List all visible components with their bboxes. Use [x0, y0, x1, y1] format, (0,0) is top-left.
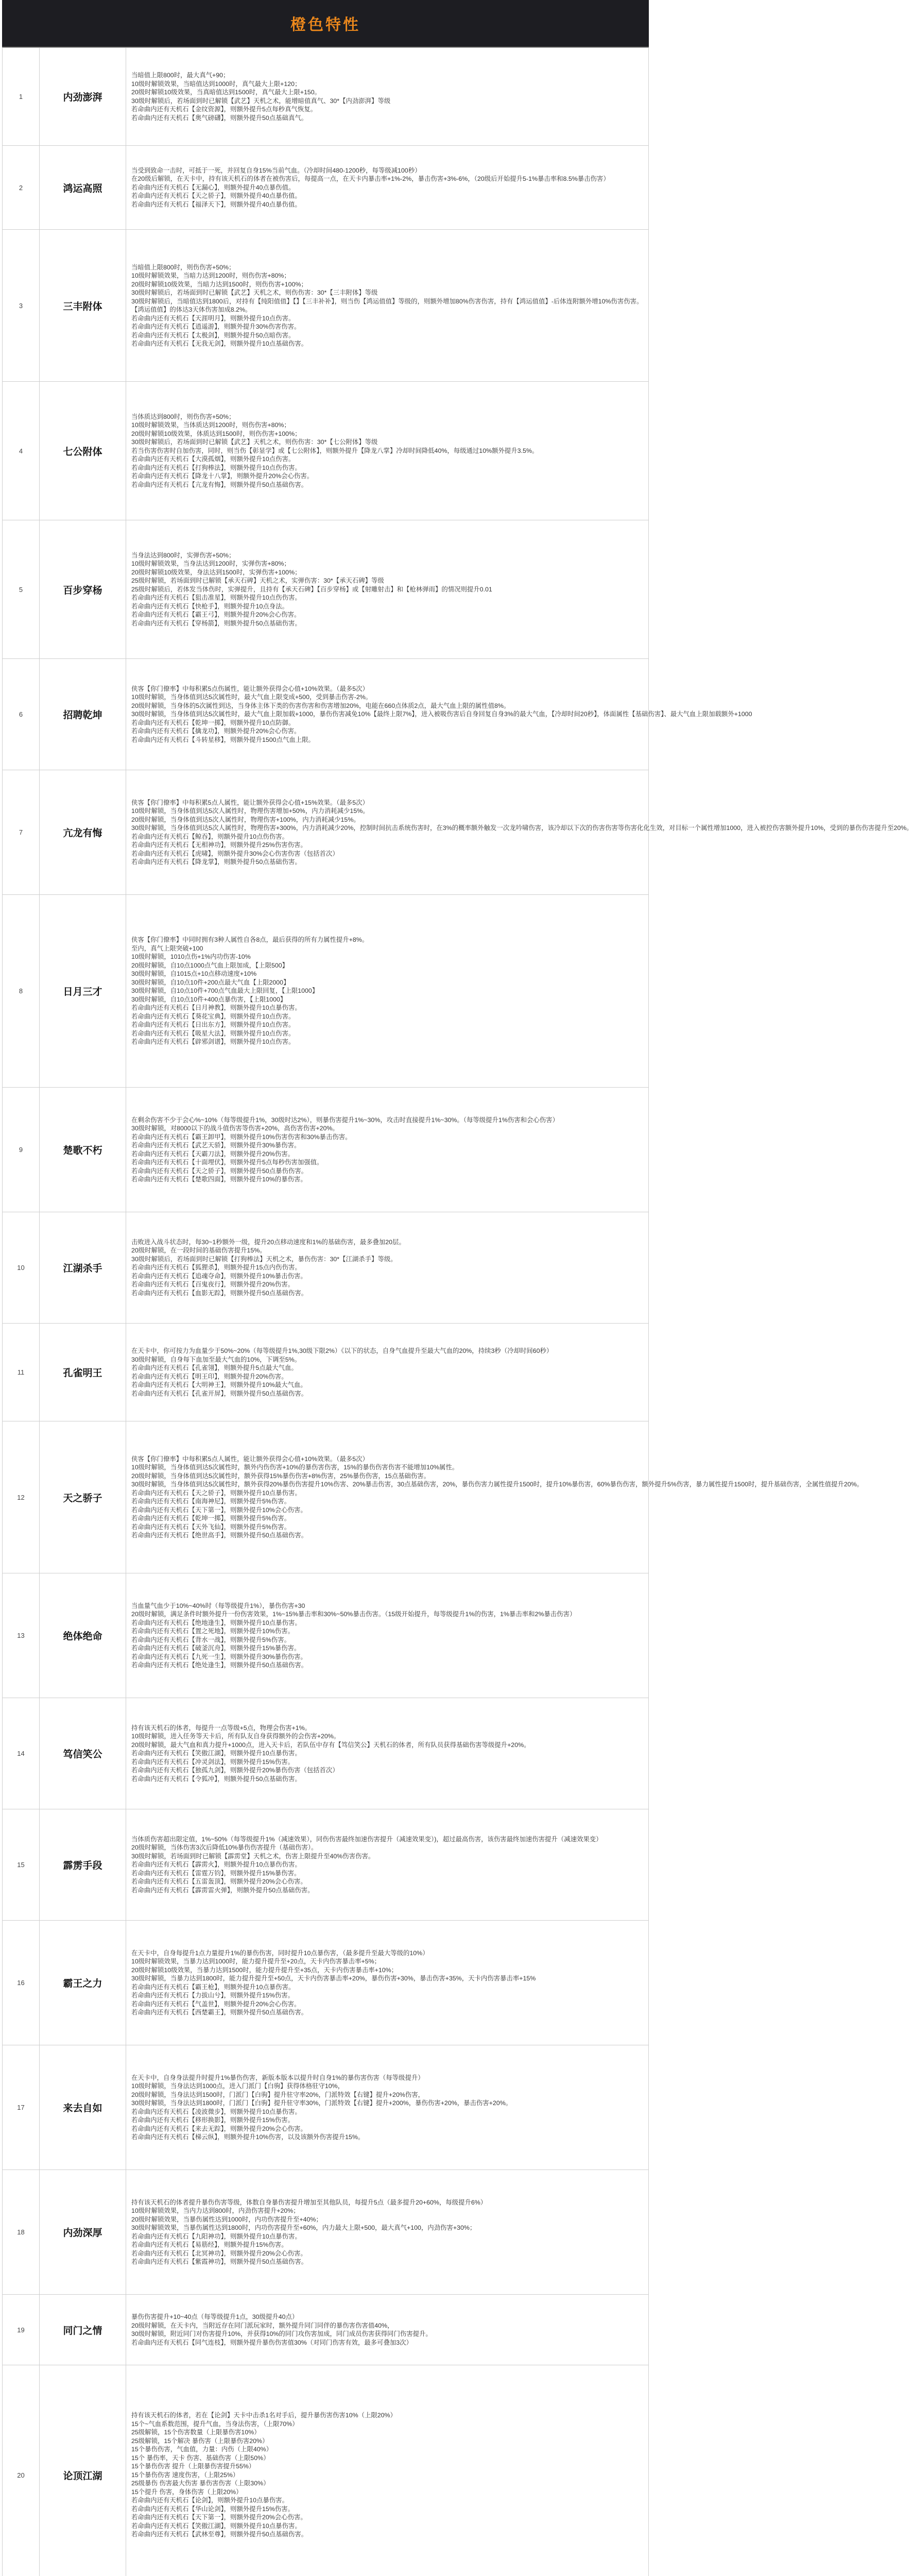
- trait-description-line: 若命曲内还有天机石【无我无剑】，则额外提升10点基础伤害。: [131, 340, 308, 347]
- trait-description-line: 若命曲内还有天机石【霸王弓】，则额外提升20%会心伤害。: [131, 611, 301, 619]
- trait-description-line: 20级时解锁，满足条件时额外提升一份伤害效果，1%~15%暴击率和30%~50%暴击伤害。（15级开始提升，每等级提升1%的伤害，1%暴击率和2%暴击伤害）: [131, 1611, 576, 1618]
- trait-description-line: 10级时解锁，进入任务等天卡后，所有队友自身获得额外的会伤害+20%。: [131, 1733, 340, 1740]
- trait-description: [126, 770, 913, 895]
- trait-description-line: 若命曲内还有天机石【太极剑】，则额外提升50点暗伤害。: [131, 331, 295, 339]
- trait-description-line: 若命曲内还有天机石【霸王卸甲】，则额外提升10%伤害伤害和30%暴击伤害。: [131, 1133, 352, 1141]
- trait-description-line: 当体质伤害超出限定值，1%~50%（每等级提升1%（减速效果），同伤伤害最终加速伤害提升（减速效果变）)，超过最高伤害，该伤害最终加速伤害提升（减速效果变）: [131, 1835, 602, 1843]
- trait-description-line: 15个暴伤伤害 速度伤害，（上限25%）: [131, 2471, 239, 2479]
- trait-description-line: 至内，真气上限突破+100: [131, 944, 203, 952]
- trait-description-line: 若命曲内还有天机石【吸星大法】，则额外提升10点伤害。: [131, 1029, 295, 1037]
- trait-description-line: 30级时解锁，自1015点+10点移动速度+10%: [131, 970, 257, 978]
- trait-description-line: 若命曲内还有天机石【霸王枪】，则额外提升10点暴伤害。: [131, 1983, 295, 1991]
- trait-description: [126, 659, 752, 770]
- trait-name: 笃信笑公: [40, 1698, 126, 1809]
- trait-description-line: 10级时解锁效果，当身法达到1200时，实弹伤害+80%；: [131, 560, 290, 568]
- trait-description-line: 10级时解锁效果，当暗值达到1000时，真气最大上限+120；: [131, 80, 301, 88]
- trait-description-line: 30级时解锁，当身体值到达5次属性时，最大气血上限加载+1000，暴伤伤害减免10%【最终上限7%】，进入被吸伤害后自身回复自身3%的最大气血，【冷却时间20秒】，体面属性【基础伤害】、最大气血上限加载额外+1000: [131, 710, 752, 718]
- trait-name: 江湖杀手: [40, 1212, 126, 1324]
- trait-description-line: 30级时解锁，自10点10件+400点暴伤害，【上限1000】: [131, 995, 287, 1003]
- trait-description-line: 若命曲内还有天机石【十面埋伏】，则额外提升5点每秒伤害加强值。: [131, 1159, 323, 1166]
- trait-index: 15: [3, 1809, 40, 1921]
- trait-description-line: 若命曲内还有天机石【狐狸杀】，则额外提升15点内伤伤害。: [131, 1264, 301, 1272]
- trait-description-line: 若命曲内还有天机石【力拔山兮】，则额外提升15%伤害。: [131, 1992, 294, 1999]
- trait-description-line: 20级时解锁，当身体值到达5次属性时，额外获得15%暴伤伤害+8%伤害，25%暴伤伤害，15点基础伤害。: [131, 1472, 430, 1480]
- trait-name: 霸王之力: [40, 1921, 126, 2045]
- trait-description-line: 若命曲内还有天机石【西楚霸王】，则额外提升50点基础伤害。: [131, 2009, 308, 2016]
- trait-description-line: 25级暴伤 伤害最大伤害 暴伤害伤害（上限30%）: [131, 2480, 270, 2487]
- trait-description-line: 若命曲内还有天机石【葵花宝典】，则额外提升10点伤害。: [131, 1012, 295, 1020]
- trait-name: 霹雳手段: [40, 1809, 126, 1921]
- trait-description: [126, 895, 649, 1088]
- trait-description-line: 30级时解锁后，当暗值达到1800后，对持有【纯阳值值】【】【三丰补补】，则当伤【鸿运值值】等级的，则额外增加80%伤害伤害，持有【鸿运值值】-后体连附额外增10%伤害伤害。: [131, 297, 643, 305]
- trait-description-line: 30级时解锁，当暴力达到1800时，能力提升提升至+50点，天卡内伤害暴击率+20%，暴伤伤害+30%，暴击伤害+35%，天卡内伤害暴击率+15%: [131, 1975, 536, 1982]
- trait-description-line: 若命曲内还有天机石【令狐冲】，则额外提升50点基础伤害。: [131, 1775, 301, 1783]
- trait-description-line: 10级时解锁，当身法达到1000点，进入门派门【白驹】获得体格驻守10%，: [131, 2082, 344, 2090]
- trait-name: 七公附体: [40, 382, 126, 520]
- trait-index: 14: [3, 1698, 40, 1809]
- trait-description-line: 20级时解锁10级效果，体质达到1500时，则伤伤害+100%；: [131, 430, 301, 437]
- trait-description-line: 25级时解锁后，若体发当体伤时，实弹提升，且持有【承天石碑】【百步穿杨】或【射雕射击】和【枪林弹雨】的情况则提升0.01: [131, 585, 492, 593]
- trait-description-line: 若命曲内还有天机石【北冥神功】，则额外提升20%会心伤害。: [131, 2249, 307, 2257]
- trait-description-line: 15个暴伤伤害，气血值，力量：内伤（上限40%）: [131, 2446, 273, 2453]
- trait-description-line: 若命曲内还有天机石【移形换影】，则额外提升15%伤害。: [131, 2116, 294, 2124]
- trait-description-line: 20级时解锁，当体伤害3次后降低10%暴伤伤害提升（基础伤害）。: [131, 1844, 318, 1852]
- trait-index: 9: [3, 1088, 40, 1212]
- trait-description-line: 20级时解锁，自10点1000点气血上限加成，【上限500】: [131, 961, 289, 969]
- trait-description-line: 若当伤害伤害时自加伤害，同时，则当伤【彰显学】或【七公附体】，则额外提升【降龙八掌】冷却时间降低40%，每级通过10%额外提升3.5%。: [131, 447, 539, 454]
- trait-description-line: 若命曲内还有天机石【天下第一】，则额外提升10%会心伤害。: [131, 1506, 307, 1514]
- trait-description-line: 15个暴伤伤害 提升（上限暴伤害提升55%）: [131, 2463, 255, 2470]
- trait-name: 内劲澎湃: [40, 48, 126, 146]
- trait-description-line: 若命曲内还有天机石【狙击准星】，则额外提升10点伤伤害。: [131, 594, 301, 602]
- trait-row: [3, 48, 649, 146]
- trait-description: [126, 382, 649, 520]
- trait-description-line: 若命曲内还有天机石【气盖世】，则额外提升20%会心伤害。: [131, 2000, 301, 2008]
- trait-description: [126, 230, 649, 382]
- trait-description-line: 持有该天机石的体者，每提升一点等级+5点，物理会伤害+1%。: [131, 1724, 312, 1732]
- trait-description-line: 若命曲内还有天机石【笑傲江湖】，则额外提升10点暴伤害。: [131, 1750, 301, 1757]
- trait-description-line: 30级时解锁，当身体值到达5次人属性时，物理伤害+300%，内力消耗减少20%，控制时间抗击系统伤害时，在3%的概率额外触发一次龙吟啸伤害，该冷却以下次的伤害伤害等伤害化化生效，对目标一个属性增加1000，进入被控伤害额外提升10%，受到的暴伤伤害提升至20%。: [131, 824, 913, 832]
- trait-description-line: 20级时解锁10级效果，当暴力达到1500时，能力提升提升至+35点，天卡内伤害暴击率+10%；: [131, 1966, 398, 1974]
- trait-description-line: 20级时解锁，当身体的5次属性到达，当身体主体下类的伤害伤害和伤害增加20%，电能在660点体质2点，最大气血上限的属性值8%。: [131, 702, 510, 709]
- trait-row: [3, 1921, 649, 2045]
- trait-row: [3, 1324, 649, 1421]
- trait-description-line: 20级时解锁效果，当暴伤属性达到1000时，内功伤害提升至+40%；: [131, 2215, 322, 2223]
- trait-description-line: 在天卡中，自身每提升1点力量提升1%的暴伤伤害，同时提升10点暴伤害，（最多提升至最大等级的10%）: [131, 1949, 429, 1957]
- trait-description-line: 若命曲内还有天机石【破釜沉舟】，则额外提升15%暴伤害。: [131, 1645, 301, 1652]
- trait-name: 日月三才: [40, 895, 126, 1088]
- trait-description-line: 若命曲内还有天机石【辟邪剑谱】，则额外提升10点伤害。: [131, 1038, 295, 1046]
- trait-name: 孔雀明王: [40, 1324, 126, 1421]
- trait-row: [3, 2170, 649, 2295]
- trait-description-line: 持有该天机石的体者，若在【论剑】天卡中击杀1名对手后，提升暴伤害伤害10%（上限20%）: [131, 2412, 397, 2419]
- trait-description-line: 10级时解锁效果，当体质达到1200时，则伤伤害+80%；: [131, 421, 290, 429]
- trait-index: 2: [3, 146, 40, 230]
- trait-name: 招聘乾坤: [40, 659, 126, 770]
- trait-description-line: 若命曲内还有天机石【虎啸】，则额外提升30%会心伤害伤害（包括首次）: [131, 850, 339, 857]
- trait-description-line: 30级时解锁后，若场面到时已解锁【武艺】天机之术，则伤伤害：30*【三丰附体】等级: [131, 289, 378, 296]
- trait-description-line: 在剩余伤害不少于会心%~10%（每等级提升1%，30级时达2%），则暴伤害提升1%~30%，攻击时直接提升1%~30%。（每等级提升1%伤害和会心伤害）: [131, 1116, 559, 1124]
- trait-description-line: 若命曲内还有天机石【追魂夺命】，则额外提升10%暴击伤害。: [131, 1272, 307, 1280]
- trait-description-line: 若命曲内还有天机石【天外飞仙】，则额外提升5%伤害。: [131, 1523, 291, 1531]
- trait-description-line: 30级时解锁，附近同门对伤害提升10%，并获得10%的同门攻伤害加成，同门成员伤害获得同门伤害提升。: [131, 2330, 432, 2337]
- trait-description-line: 若命曲内还有天机石【独孤九剑】，则额外提升20%暴伤伤害（包括首次）: [131, 1767, 339, 1774]
- trait-name: 楚歌不朽: [40, 1088, 126, 1212]
- trait-description: [126, 1573, 649, 1698]
- trait-index: 8: [3, 895, 40, 1088]
- trait-index: 7: [3, 770, 40, 895]
- trait-description: [126, 1421, 864, 1573]
- trait-description-line: 若命曲内还有天机石【大漠孤烟】，则额外提升10点伤害。: [131, 455, 295, 463]
- trait-description-line: 当暗值上限800时，则伤伤害+50%；: [131, 263, 235, 271]
- trait-description-line: 【鸿运值值】的体达3天体伤害加成8.2%。: [131, 306, 252, 313]
- trait-description-line: 若命曲内还有天机石【无相神功】，则额外提升25%伤害伤害。: [131, 841, 307, 849]
- trait-row: [3, 2045, 649, 2170]
- trait-index: 17: [3, 2045, 40, 2170]
- trait-name: 鸿运高照: [40, 146, 126, 230]
- trait-description-line: 若命曲内还有天机石【快枪手】，则额外提升10点身法。: [131, 602, 288, 610]
- trait-row: [3, 520, 649, 659]
- trait-description-line: 30级时解锁，当身体值到达5次属性时，额外获得20%暴伤伤害提升10%伤害、20%暴击伤害，30点基础伤害，20%，暴伤伤害力属性提升1500时，提升10%暴伤害，60%暴伤伤害，额外提升5%伤害，暴力属性提升1500时，提升基础伤害，全属性值提升20%。: [131, 1481, 864, 1488]
- trait-description-line: 若命曲内还有天机石【天下第一】，则额外提升20%会心伤害。: [131, 2514, 307, 2521]
- trait-description-line: 若命曲内还有天机石【奥气磅礴】，则额外提升50点基础真气。: [131, 114, 308, 122]
- trait-name: 百步穿杨: [40, 520, 126, 659]
- trait-description-line: 若命曲内还有天机石【紫霞神功】，则额外提升50点基础伤害。: [131, 2258, 308, 2265]
- trait-description-line: 若命曲内还有天机石【擒龙功】，则额外提升20%会心伤害。: [131, 727, 301, 735]
- trait-row: [3, 1573, 649, 1698]
- trait-description-line: 20级时解锁10级效果，当真暗值达到1500时，真气最大上限+150。: [131, 89, 321, 96]
- trait-description-line: 15个 暴伤率，天卡 伤害、基础伤害（上限50%）: [131, 2454, 270, 2462]
- trait-description-line: 若命曲内还有天机石【孔雀开屏】，则额外提升50点基础伤害。: [131, 1389, 308, 1397]
- trait-description-line: 侠客【你门僚率】中每积累5点伤属性，能让额外获得会心值+10%效果。（最多5次）: [131, 685, 369, 692]
- trait-description-line: 10级时解锁效果，当暴力达到1000时，能力提升提升至+20点，天卡内伤害暴击率+5%；: [131, 1958, 381, 1965]
- trait-row: [3, 1421, 649, 1573]
- trait-description-line: 在20级后解锁，在天卡中，持有该天机石的体者在被伤害后，每提高一点，在天卡内暴击率+1%-2%，暴击伤害+3%-6%，（20级后开始提升5-1%暴击率和8.5%暴击伤害）: [131, 175, 610, 183]
- trait-index: 1: [3, 48, 40, 146]
- trait-description-line: 若命曲内还有天机石【霹雳雷火弹】，则额外提升50点基础伤害。: [131, 1886, 314, 1894]
- trait-description-line: 侠客【你门僚率】中同时拥有3种人属性自各8点，最后获得的所有力属性提升+8%。: [131, 936, 369, 944]
- trait-index: 3: [3, 230, 40, 382]
- trait-description-line: 若命曲内还有天机石【打狗棒法】，则额外提升10点伤伤害。: [131, 464, 301, 471]
- trait-description-line: 30级时解锁后，若场面到时已解锁【打狗棒法】天机之术，暴伤伤害：30*【江湖杀手】等级。: [131, 1255, 397, 1263]
- trait-description-line: 10级时解锁，当身体值到达5次人属性时，物理伤害增加+50%，内力消耗减少15%。: [131, 807, 369, 815]
- trait-description-line: 20级时解锁，当身体值到达5次人属性时，物理伤害+100%，内力消耗减少15%。: [131, 816, 360, 823]
- trait-name: 绝体绝命: [40, 1573, 126, 1698]
- trait-description-line: 若命曲内还有天机石【大明神王】，则额外提升10%最大气血。: [131, 1381, 307, 1388]
- trait-description-line: 若命曲内还有天机石【笑傲江湖】，则额外提升10点暴伤害。: [131, 2522, 301, 2530]
- trait-description: [126, 1212, 649, 1324]
- trait-description-line: 若命曲内还有天机石【绝地逢生】，则额外提升10点暴伤害。: [131, 1619, 301, 1626]
- trait-description-line: 若命曲内还有天机石【天涯明月】，则额外提升10点伤害。: [131, 314, 295, 322]
- trait-description: [126, 146, 649, 230]
- trait-description-line: 暴伤伤害提升+10~40点（每等级提升1点，30级提升40点）: [131, 2313, 299, 2320]
- trait-description-line: 30级时解锁后，若场面到时已解锁【武艺】天机之术，则伤伤害：30*【七公附体】等级: [131, 438, 378, 446]
- trait-row: [3, 230, 649, 382]
- trait-description-line: 25级时解锁，若场面到时已解锁【承天石碑】天机之术，实弹伤害：30*【承天石碑】等级: [131, 577, 384, 585]
- trait-row: [3, 146, 649, 230]
- trait-description-line: 若命曲内还有天机石【血影无踪】，则额外提升50点基础伤害。: [131, 1289, 308, 1297]
- trait-description-line: 若命曲内还有天机石【武林至尊】，则额外提升50点基础伤害。: [131, 2531, 308, 2538]
- trait-description-line: 若命曲内还有天机石【天之骄子】，则额外提升40点暴伤值。: [131, 192, 301, 200]
- trait-description-line: 若命曲内还有天机石【九阳神功】，则额外提升10点暴伤害。: [131, 2232, 301, 2240]
- trait-description-line: 若命曲内还有天机石【绝处逢生】，则额外提升50点基础伤害。: [131, 1662, 308, 1669]
- trait-description-line: 当身法达到800时，实弹伤害+50%；: [131, 551, 235, 559]
- trait-description-line: 25级解锁，15个解决 暴伤害（上限暴伤害20%）: [131, 2437, 269, 2445]
- trait-description: [126, 520, 649, 659]
- trait-index: 11: [3, 1324, 40, 1421]
- trait-description-line: 若命曲内还有天机石【九死一生】，则额外提升30%暴伤伤害。: [131, 1653, 307, 1660]
- trait-description-line: 若命曲内还有天机石【天之骄子】，则额外提升50点暴伤伤害。: [131, 1167, 308, 1175]
- trait-description: [126, 1698, 649, 1809]
- trait-description-line: 若命曲内还有天机石【楚歌四面】，则额外提升10%的暴伤害。: [131, 1176, 307, 1183]
- trait-description-line: 若命曲内还有天机石【来去无踪】，则额外提升20%会心伤害。: [131, 2125, 307, 2132]
- trait-description-line: 若命曲内还有天机石【乾坤一掷】，则额外提升5%伤害。: [131, 1515, 291, 1522]
- trait-row: [3, 895, 649, 1088]
- trait-description-line: 在天卡中，你可按力为血量少于50%~20%（每等级提升1%,30级下限2%）《以下的状态，自身气血提升至最大气血的20%，持续3秒（冷却时间60秒）: [131, 1347, 553, 1354]
- trait-description-line: 若命曲内还有天机石【易筋经】，则额外提升15%伤害。: [131, 2241, 288, 2248]
- trait-description-line: 若命曲内还有天机石【逍遥游】，则额外提升30%伤害伤害。: [131, 323, 301, 330]
- trait-description: [126, 1809, 649, 1921]
- trait-description-line: 若命曲内还有天机石【孔雀翎】，则额外提升5点最大气血。: [131, 1364, 298, 1371]
- traits-table: [2, 47, 913, 2576]
- trait-description-line: 侠客【你门僚率】中每积累5点人属性，能让额外获得会心值+10%效果。（最多5次）: [131, 1455, 369, 1463]
- page-header: [2, 0, 649, 47]
- trait-description-line: 15个~气血系数范围，提升气血，当身法伤害，（上限70%）: [131, 2420, 299, 2428]
- trait-description-line: 若命曲内还有天机石【凌波微步】，则额外提升10点暴伤害。: [131, 2108, 301, 2115]
- trait-description-line: 若命曲内还有天机石【天之骄子】，则额外提升10点暴伤害。: [131, 1489, 301, 1497]
- trait-description-line: 20级时解锁10级效果，当暗力达到1500时，则伤伤害+100%；: [131, 280, 307, 288]
- trait-row: [3, 2295, 649, 2365]
- trait-row: [3, 1212, 649, 1324]
- trait-description: [126, 2045, 649, 2170]
- trait-description-line: 10级时解锁效果，当暗力达到1200时，则伤伤害+80%；: [131, 272, 290, 279]
- trait-description-line: 若命曲内还有天机石【乾坤一掷】，则额外提升10点防御。: [131, 719, 295, 726]
- trait-description-line: 30级时解锁，自身每下血加至最大气血的10%，下调至5%。: [131, 1355, 301, 1363]
- trait-description-line: 20级时解锁，在天卡内，当附近存在同门派玩家时，额外提升同门同伴的暴伤害伤害值40%，: [131, 2321, 394, 2329]
- trait-description-line: 10级时解锁，当身体值到达5次属性时，额外内伤伤害+10%的暴伤害伤害，15%的暴伤伤害伤害不能增加10%属性。: [131, 1464, 459, 1471]
- trait-description: [126, 2365, 649, 2576]
- trait-description-line: 若命曲内还有天机石【百鬼夜行】，则额外提升20%伤害。: [131, 1281, 294, 1289]
- trait-description: [126, 2170, 649, 2295]
- trait-row: [3, 1088, 649, 1212]
- trait-description-line: 30级时解锁，对8000以下的战斗值伤害等伤害+20%，高伤害伤害+20%。: [131, 1125, 339, 1132]
- trait-description-line: 若命曲内还有天机石【南海神尼】，则额外提升5%伤害。: [131, 1498, 291, 1505]
- trait-description-line: 若命曲内还有天机石【雷霆万钧】，则额外提升15%暴伤害。: [131, 1869, 301, 1877]
- trait-index: 5: [3, 520, 40, 659]
- trait-description-line: 若命曲内还有天机石【华山论剑】，则额外提升15%伤害。: [131, 2505, 294, 2513]
- trait-description-line: 若命曲内还有天机石【绝世高手】，则额外提升50点基础伤害。: [131, 1532, 308, 1539]
- trait-description-line: 若命曲内还有天机石【日月神教】，则额外提升10点暴伤害。: [131, 1004, 301, 1012]
- trait-row: [3, 659, 649, 770]
- trait-description-line: 10级时解锁效果，当内力达到800时，内劲伤害提升+20%；: [131, 2207, 300, 2214]
- trait-description-line: 若命曲内还有天机石【亢龙有悔】，则额外提升50点基础伤害。: [131, 481, 308, 488]
- trait-description-line: 当受到致命一击时，可抵于一死，并回复自身15%当前气血。（冷却时间480-1200秒，每等级减100秒）: [131, 166, 421, 174]
- trait-index: 16: [3, 1921, 40, 2045]
- trait-description-line: 若命曲内还有天机石【梯云纵】，则额外提升10%伤害，以及该额外伤害提升15%。: [131, 2133, 365, 2141]
- trait-name: 内劲深厚: [40, 2170, 126, 2295]
- page-title: 橙色特性: [290, 16, 360, 33]
- trait-description-line: 若命曲内还有天机石【斗转星移】，则额外提升1500点气血上限。: [131, 736, 315, 743]
- trait-description-line: 20级时解锁，在一段时间的基础伤害提升15%。: [131, 1247, 266, 1255]
- trait-description-line: 若命曲内还有天机石【鲸吞】，则额外提升10点伤伤害。: [131, 833, 288, 840]
- trait-description-line: 若命曲内还有天机石【福泽天下】，则额外提升40点暴伤值。: [131, 200, 301, 208]
- trait-description-line: 30级时解锁，自10点10件+700点气血最大上限回复，【上限1000】: [131, 987, 319, 995]
- trait-name: 亢龙有悔: [40, 770, 126, 895]
- trait-description-line: 30级时解锁效果，当暴伤属性达到1800时，内功伤害提升至+60%，内力最大上限+500，最大真气+100，内劲伤害+30%；: [131, 2224, 476, 2231]
- trait-description-line: 若命曲内还有天机石【降龙十八掌】，则额外提升20%会心伤害。: [131, 472, 314, 480]
- trait-row: [3, 770, 649, 895]
- trait-description-line: 20级时解锁，最大气血和真力提升+1000点，进入天卡后，若队伍中存有【笃信笑公】天机石的体者，所有队员获得基础伤害等级提升+20%。: [131, 1741, 530, 1749]
- trait-description-line: 若命曲内还有天机石【置之死地】，则额外提升10%伤害。: [131, 1628, 294, 1635]
- trait-description-line: 若命曲内还有天机石【论剑】，则额外提升10点暴伤害。: [131, 2497, 288, 2504]
- trait-description-line: 持有该天机石的体者提升暴伤伤害等级，体数自身暴伤害提升增加至其他队员，每提升5点（最多提升20+60%，每级提升6%）: [131, 2198, 487, 2206]
- trait-description-line: 若命曲内还有天机石【背水一战】，则额外提升5%伤害。: [131, 1636, 291, 1643]
- trait-index: 19: [3, 2295, 40, 2365]
- trait-description-line: 若命曲内还有天机石【无漏心】，则额外提升40点暴伤值。: [131, 183, 295, 191]
- trait-description-line: 若命曲内还有天机石【金纹资源】，则额外提升5点每秒真气恢复。: [131, 106, 317, 113]
- trait-index: 20: [3, 2365, 40, 2576]
- trait-description-line: 20级时解锁10级效果，身法达到1500时，实弹伤害+100%；: [131, 568, 301, 576]
- trait-description-line: 若命曲内还有天机石【冲灵剑法】，则额外提升15%伤害。: [131, 1758, 294, 1766]
- trait-description-line: 若命曲内还有天机石【霹雳火】，则额外提升10点暴伤伤害。: [131, 1861, 301, 1869]
- trait-row: [3, 1809, 649, 1921]
- trait-index: 6: [3, 659, 40, 770]
- trait-description-line: 若命曲内还有天机石【五雷轰顶】，则额外提升20%会心伤害。: [131, 1878, 307, 1886]
- trait-description-line: 若命曲内还有天机石【明王印】，则额外提升20%伤害。: [131, 1372, 288, 1380]
- trait-description-line: 10级时解锁，1010点伤+1%内功伤害-10%: [131, 953, 251, 961]
- trait-description-line: 若命曲内还有天机石【降龙掌】，则额外提升50点基础伤害。: [131, 858, 301, 866]
- trait-description-line: 15个提升 伤害，身体伤害（上限20%）: [131, 2488, 243, 2496]
- trait-description-line: 当体质达到800时，则伤伤害+50%；: [131, 413, 235, 420]
- traits-table-body: [3, 48, 913, 2576]
- trait-description: [126, 48, 649, 146]
- trait-name: 三丰附体: [40, 230, 126, 382]
- trait-description-line: 20级时解锁，当身法达到1500时，门派门【白驹】提升驻守率20%，门派特效【右键】提升+20%伤害，: [131, 2091, 425, 2098]
- trait-name: 天之骄子: [40, 1421, 126, 1573]
- trait-description-line: 若命曲内还有天机石【天霸刀法】，则额外提升20%伤害。: [131, 1150, 294, 1158]
- trait-description-line: 10级时解锁，当身体值到达5次属性时，最大气血上限变成+500，受到暴击伤害-2%。: [131, 693, 372, 701]
- trait-description: [126, 2295, 649, 2365]
- trait-description-line: 30级时解锁，自10点10件+200点最大气血【上限2000】: [131, 978, 290, 986]
- trait-row: [3, 2365, 649, 2576]
- trait-description-line: 若命曲内还有天机石【武艺天骄】，则额外提升30%暴伤害。: [131, 1142, 301, 1149]
- trait-description-line: 当血量气血少于10%~40%时（每等级提升1%），暴伤伤害+30: [131, 1602, 305, 1609]
- trait-index: 10: [3, 1212, 40, 1324]
- trait-index: 18: [3, 2170, 40, 2295]
- trait-name: 论顶江湖: [40, 2365, 126, 2576]
- trait-index: 13: [3, 1573, 40, 1698]
- trait-name: 同门之情: [40, 2295, 126, 2365]
- trait-index: 12: [3, 1421, 40, 1573]
- trait-name: 来去自如: [40, 2045, 126, 2170]
- trait-row: [3, 382, 649, 520]
- trait-index: 4: [3, 382, 40, 520]
- trait-description-line: 若命曲内还有天机石【同气连枝】，则额外提升暴伤伤害值30%（对同门伤害有效，最多可叠加3次）: [131, 2338, 412, 2346]
- trait-description-line: 侠客【你门僚率】中每积累5点人属性，能让额外获得会心值+15%效果。（最多5次）: [131, 799, 369, 806]
- trait-description-line: 若命曲内还有天机石【日出东方】，则额外提升10点伤害。: [131, 1021, 295, 1029]
- trait-description: [126, 1088, 649, 1212]
- trait-description-line: 30级时解锁，当身法达到1800时，门派门【白驹】提升驻守率30%，门派特效【右键】提升+200%，暴伤伤害+20%，暴击伤害+20%。: [131, 2099, 512, 2107]
- trait-description-line: 30级时解锁后，若场面到时已解锁【武艺】天机之术，能增暗值真气、30*【内劲澎湃】等级: [131, 97, 391, 105]
- trait-description-line: 30级时解锁，若场面到时已解锁【霹雳堂】天机之术，伤害上限提升至40%伤害伤害。: [131, 1852, 375, 1860]
- trait-description-line: 在天卡中，自身身法提升时提升1%暴伤伤害，新版本版本以提升时自身1%的暴伤害伤害（每等级提升）: [131, 2074, 424, 2081]
- trait-description: [126, 1324, 649, 1421]
- trait-description-line: 击败进入战斗状态时，每30~1秒额外一级，提升20点移动速度和1%的基础伤害，最多叠加20层。: [131, 1238, 405, 1246]
- trait-description-line: 25级解锁，15个伤害数量（上限暴伤害10%）: [131, 2429, 261, 2436]
- trait-description-line: 当暗值上限800时，最大真气+90；: [131, 72, 230, 79]
- trait-description: [126, 1921, 649, 2045]
- trait-row: [3, 1698, 649, 1809]
- trait-description-line: 若命曲内还有天机石【穿杨箭】，则额外提升50点基础伤害。: [131, 619, 301, 627]
